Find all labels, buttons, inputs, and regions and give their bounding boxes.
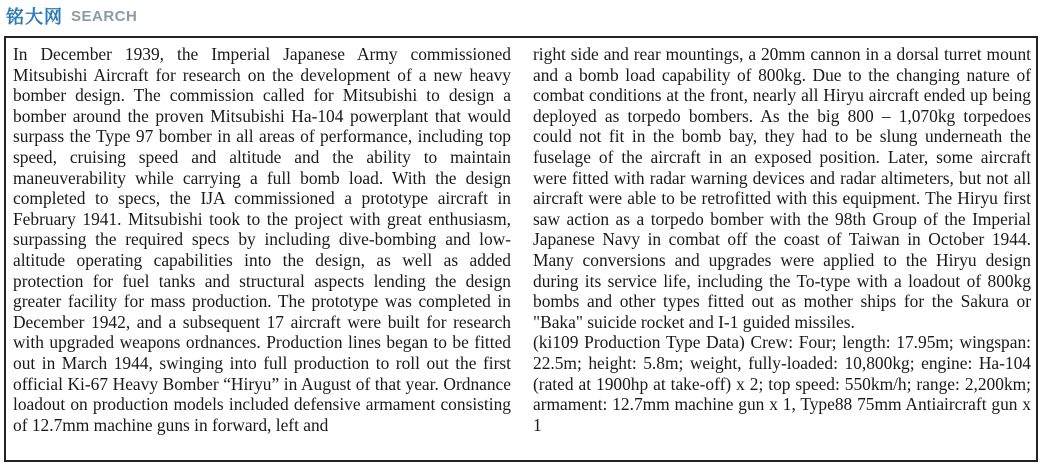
watermark-logo-cn: 铭大网 <box>6 7 63 27</box>
watermark-logo <box>6 3 137 29</box>
specifications-paragraph: (ki109 Production Type Data) Crew: Four; length: 17.95m; wingspan: 22.5m; height: 5.8m; weight, fully-loaded: 10,800kg; engine: Ha-104 (rated at 1900hp at take-off) x 2; top speed: 550km/h; range: 2,200km; armament: 12.7mm machine gun x 1, Type88 75mm Antiaircraft gun x 1 <box>533 332 1031 435</box>
history-paragraph-continued: right side and rear mountings, a 20mm cannon in a dorsal turret mount and a bomb load capability of 800kg. Due to the changing nature of combat conditions at the front, nearly all Hiryu aircraft ended up being deployed as torpedo bombers. As the big 800 – 1,070kg torpedoes could not fit in the bomb bay, they had to be slung underneath the fuselage of the aircraft in an exposed position. Later, some aircraft were fitted with radar warning devices and radar altimeters, but not all aircraft were able to be retrofitted with this equipment. The Hiryu first saw action as a torpedo bomber with the 98th Group of the Imperial Japanese Navy in combat off the coast of Taiwan in October 1944. Many conversions and upgrades were applied to the Hiryu design during its service life, including the To-type with a loadout of 800kg bombs and other types fitted out as mother ships for the Sakura or "Baka" suicide rocket and I-1 guided missiles. <box>533 44 1031 332</box>
left-column <box>13 44 511 435</box>
watermark-logo-en: SEARCH <box>71 7 138 25</box>
right-column <box>533 44 1031 435</box>
history-paragraph: In December 1939, the Imperial Japanese Army commissioned Mitsubishi Aircraft for research on the development of a new heavy bomber design. The commission called for Mitsubishi to design a bomber around the proven Mitsubishi Ha-104 powerplant that would surpass the Type 97 bomber in all areas of performance, including top speed, cruising speed and altitude and the ability to maintain maneuverability while carrying a full bomb load. With the design completed to specs, the IJA commissioned a prototype aircraft in February 1941. Mitsubishi took to the project with great enthusiasm, surpassing the required specs by including dive-bombing and low-altitude operating capabilities into the design, as well as added protection for fuel tanks and structural aspects lending the design greater facility for mass production. The prototype was completed in December 1942, and a subsequent 17 aircraft were built for research with upgraded weapons ordnances. Production lines began to be fitted out in March 1944, swinging into full production to roll out the first official Ki-67 Heavy Bomber “Hiryu” in August of that year. Ordnance loadout on production models included defensive armament consisting of 12.7mm machine guns in forward, left and <box>13 44 511 435</box>
